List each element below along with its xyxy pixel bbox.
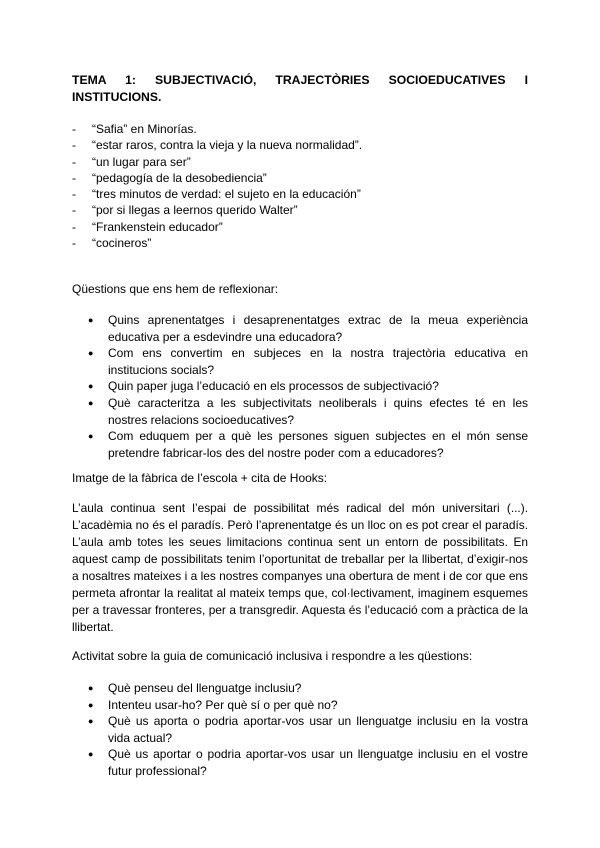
dash-marker: - [72,203,76,218]
dash-marker: - [72,138,76,153]
bullet-marker: ● [88,315,94,325]
questions-list [72,312,528,461]
list-item: ● Quins aprenentatges i desaprenentatges extrac de la meua experiència educativa per a esdevindre una educadora? [88,313,528,344]
list-item: ● Què caracteritza a les subjectivitats neoliberals i quins efectes té en les nostres relacions socioeducatives? [88,395,528,427]
list-item: - “Frankenstein educador” [72,219,223,234]
list-item: ● Com ens convertim en subjeces en la nostra trajectòria educativa en institucions socials? [88,346,528,377]
list-item: - “por si llegas a leernos querido Walter” [72,203,298,218]
dash-marker: - [72,236,76,251]
bullet-marker: ● [88,431,94,442]
list-item: ● Quin paper juga l’educació en els processos de subjectivació? [88,379,439,394]
list-item: - “un lugar para ser” [72,154,191,169]
dash-marker: - [72,219,76,234]
list-item: - “pedagogía de la desobediencia” [72,170,267,185]
questions-heading: Qüestions que ens hem de reflexionar: [72,282,279,296]
bullet-marker: ● [88,397,94,408]
bullet-marker: ● [88,348,94,359]
activity-questions-list [72,680,528,780]
bullet-marker: ● [88,683,94,693]
dash-marker: - [72,122,76,136]
bullet-marker: ● [88,749,94,760]
list-item: - “cocineros” [72,236,152,251]
dash-marker: - [72,187,76,202]
dash-marker: - [72,170,76,185]
list-item: ● Què us aporta o podria aportar-vos usar un llenguatge inclusiu en la vostra vida actual? [88,714,528,745]
list-item: - “estar raros, contra la vieja y la nueva normalidad”. [72,138,363,153]
dash-marker: - [72,154,76,169]
list-item: ● Què us aportar o podria aportar-vos usar un llenguatge inclusiu en el vostre futur professional? [88,747,528,778]
list-item: ● Què penseu del llenguatge inclusiu? [88,681,302,695]
bullet-marker: ● [88,716,94,727]
readings-list [72,121,528,251]
bullet-marker: ● [88,381,94,392]
image-citation-line: Imatge de la fàbrica de l’escola + cita de Hooks: [72,471,328,485]
hooks-quote: L’aula continua sent l’espai de possibilitat més radical del món universitari (...). L’acadèmia no és el paradís. Però l’aprenentatge és un lloc on es pot crear el paradís. L’aula amb totes les seues limitacions continua sent un entorn de possibilitats. En aquest camp de possibilitats tenim l’oportunitat de treballar per la llibertat, d’exigir-nos a nosaltres mateixes i a les nostres companyes una obertura de ment i de cor que ens permeta afrontar la realitat al mateix temps que, col·lectivament, imaginem esquemes per a travessar fronteres, per a transgredir. Aquesta és l’educació com a pràctica de la llibertat. [72,501,528,634]
list-item: - “Safia” en Minorías. [72,122,197,136]
list-item: - “tres minutos de verdad: el sujeto en la educación” [72,187,361,202]
bullet-marker: ● [88,699,94,710]
document-title: TEMA 1: SUBJECTIVACIÓ, TRAJECTÒRIES SOCIOEDUCATIVES I INSTITUCIONS. [72,73,528,104]
list-item: ● Intenteu usar-ho? Per què sí o per què no? [88,697,338,712]
activity-heading: Activitat sobre la guia de comunicació inclusiva i respondre a les qüestions: [72,649,473,663]
list-item: ● Com eduquem per a què les persones siguen subjectes en el món sense pretendre fabricar-los des del nostre poder com a educadores? [88,429,528,460]
